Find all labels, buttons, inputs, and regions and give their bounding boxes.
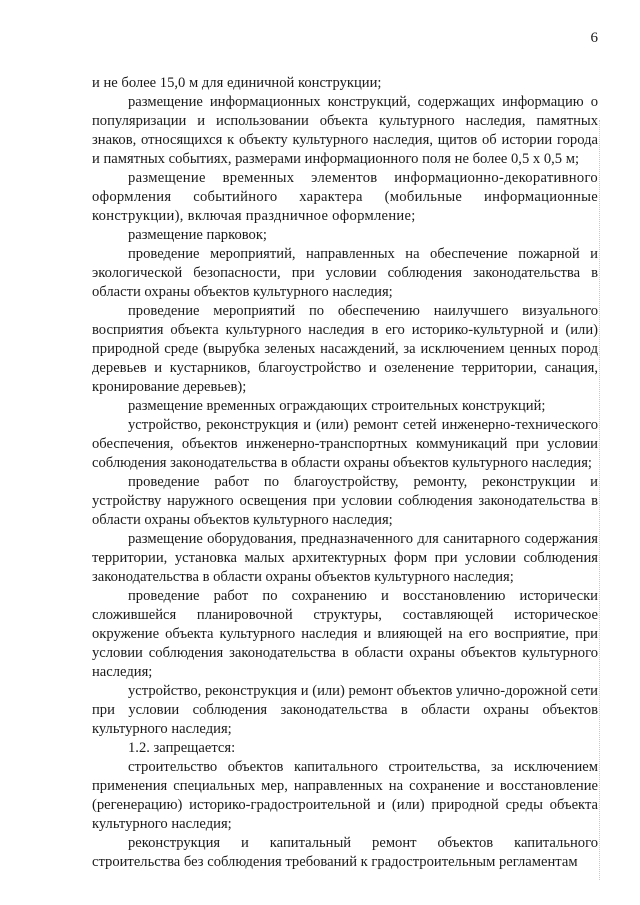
paragraph-info-constructions: размещение информационных конструкций, содержащих информацию о популяризации и использовании объекта культурного наследия, памятных знаков, относящихся к объекту культурного наследия, щитов об истории города и памятных событиях, размерами информационного поля не более 0,5 х 0,5 м; [92,94,598,167]
scan-edge-artifact [599,120,600,880]
paragraph-parking: размещение парковок; [128,227,267,243]
section-heading-prohibited: 1.2. запрещается: [128,740,236,756]
paragraph-outdoor-lighting: проведение работ по благоустройству, ремонту, реконструкции и устройству наружного освещения при условии соблюдения законодательства в области охраны объектов культурного наследия; [92,474,598,528]
paragraph-temporary-fences: размещение временных ограждающих строительных конструкций; [128,398,546,414]
paragraph-continuation: и не более 15,0 м для единичной конструкции; [92,75,382,91]
paragraph-visual-perception: проведение мероприятий по обеспечению наилучшего визуального восприятия объекта культурного наследия в его историко-культурной и (или) природной среде (вырубка зеленых насаждений, за исключением ценных пород деревьев и кустарников, благоустройство и озеленение территории, санация, кронирование деревьев); [92,303,598,395]
paragraph-reconstruction: реконструкция и капитальный ремонт объектов капитального строительства без соблюдения требований к градостроительным регламентам [92,835,598,870]
paragraph-temporary-elements: размещение временных элементов информационно-декоративного оформления событийного характера (мобильные информационные конструкции), включая праздничное оформление; [92,170,598,224]
paragraph-capital-construction: строительство объектов капитального строительства, за исключением применения специальных мер, направленных на сохранение и восстановление (регенерацию) историко-градостроительной и (или) природной среды объекта культурного наследия; [92,759,598,832]
document-body [92,74,598,872]
page-number: 6 [590,30,598,46]
paragraph-fire-safety: проведение мероприятий, направленных на обеспечение пожарной и экологической безопасности, при условии соблюдения законодательства в области охраны объектов культурного наследия; [92,246,598,300]
paragraph-engineering-networks: устройство, реконструкция и (или) ремонт сетей инженерно-технического обеспечения, объектов инженерно-транспортных коммуникаций при условии соблюдения законодательства в области охраны объектов культурного наследия; [92,417,598,471]
paragraph-planning-structure: проведение работ по сохранению и восстановлению исторически сложившейся планировочной структуры, составляющей историческое окружение объекта культурного наследия и влияющей на его восприятие, при условии соблюдения законодательства в области охраны объектов культурного наследия; [92,588,598,680]
paragraph-sanitary-equipment: размещение оборудования, предназначенного для санитарного содержания территории, установка малых архитектурных форм при условии соблюдения законодательства в области охраны объектов культурного наследия; [92,531,598,585]
paragraph-road-network: устройство, реконструкция и (или) ремонт объектов улично-дорожной сети при условии соблюдения законодательства в области охраны объектов культурного наследия; [92,683,598,737]
